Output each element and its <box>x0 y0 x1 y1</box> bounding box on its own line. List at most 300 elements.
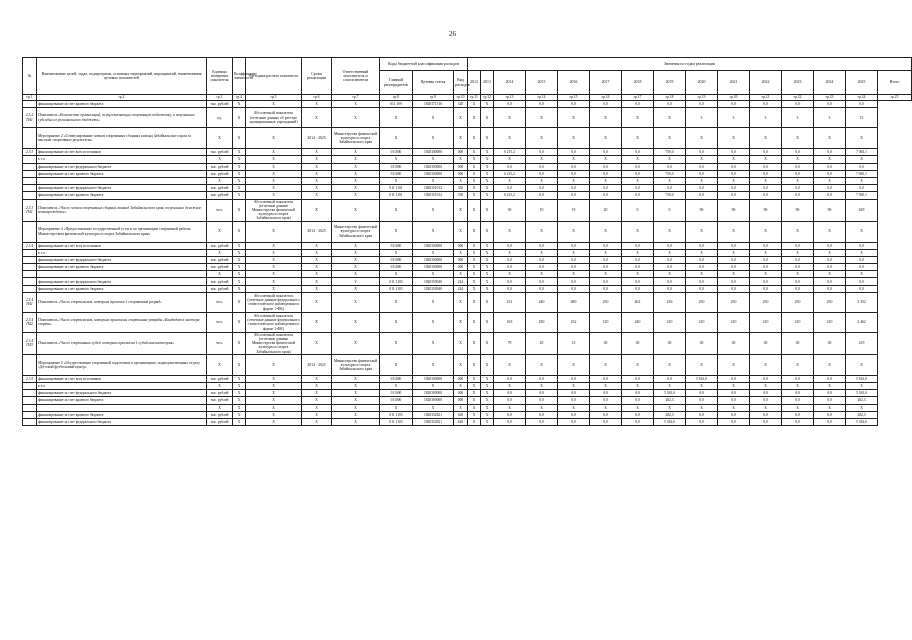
coef-cell: X <box>233 221 246 242</box>
method-cell: X <box>246 249 302 256</box>
value-cell: X <box>718 156 750 163</box>
value-cell: 0,0 <box>590 278 622 285</box>
executor-cell: Y <box>332 278 380 285</box>
chief-cell: 011000 <box>380 163 413 170</box>
financing-row <box>23 390 912 397</box>
value-cell: 0,0 <box>814 192 846 199</box>
chief-cell: X <box>380 354 413 375</box>
value-cell: 0,0 <box>590 264 622 271</box>
value-cell: 240 <box>526 292 558 312</box>
value-cell: 0,0 <box>782 242 814 249</box>
num-cell <box>23 278 37 285</box>
header-name: Наименование целей, задач, подпрограмм, основных мероприятий, мероприятий, наименования целевых показателей <box>37 58 207 95</box>
value-cell: 0,0 <box>558 256 590 263</box>
total-cell: 15 <box>846 108 878 128</box>
total-cell: 7 065,1 <box>846 149 878 156</box>
value-cell: X <box>686 221 718 242</box>
financing-row <box>23 383 912 390</box>
value-cell: 0,0 <box>718 278 750 285</box>
etype-cell: 244 <box>454 285 468 292</box>
article-cell: 1820300000 <box>413 170 454 177</box>
value-cell: 0,0 <box>686 192 718 199</box>
value-cell: 0,0 <box>622 163 654 170</box>
num-cell: 2.3.3 <box>23 149 37 156</box>
value-cell: X <box>622 177 654 184</box>
value-cell: X <box>814 221 846 242</box>
article-cell: 1820351012 <box>413 185 454 192</box>
total-cell: 0,0 <box>846 101 878 108</box>
unit-cell: тыс. рублей <box>207 192 233 199</box>
value-cell: X <box>481 163 494 170</box>
value-cell: 0,0 <box>526 242 558 249</box>
value-cell: X <box>468 192 481 199</box>
name-cell: финансирование за счет федерального бюджета <box>37 256 207 263</box>
value-cell: X <box>686 404 718 411</box>
value-cell: 0,0 <box>590 418 622 425</box>
total-cell: 0,0 <box>846 163 878 170</box>
value-cell: 250 <box>590 292 622 312</box>
value-cell: 0,0 <box>558 278 590 285</box>
value-cell: X <box>622 354 654 375</box>
value-cell: X <box>494 177 526 184</box>
financing-row <box>23 271 912 278</box>
method-cell: X <box>246 177 302 184</box>
value-cell: X <box>494 249 526 256</box>
value-cell: 0,0 <box>494 256 526 263</box>
column-number-cell: гр.6 <box>302 95 332 101</box>
article-cell: X <box>413 383 454 390</box>
chief-cell: X <box>380 332 413 354</box>
total-cell: X <box>846 156 878 163</box>
value-cell: 0,0 <box>718 285 750 292</box>
value-cell: X <box>718 249 750 256</box>
executor-cell: X <box>332 101 380 108</box>
article-cell: X <box>413 221 454 242</box>
total-cell: 2 462 <box>846 312 878 332</box>
value-cell: 0,0 <box>814 149 846 156</box>
value-cell: 79 <box>494 332 526 354</box>
coef-cell: X <box>233 101 246 108</box>
value-cell: 180 <box>526 312 558 332</box>
total-cell: X <box>846 128 878 149</box>
article-cell: X <box>413 292 454 312</box>
article-cell: 1820300000 <box>413 242 454 249</box>
value-cell: 0,0 <box>782 192 814 199</box>
coef-cell: X <box>233 411 246 418</box>
total-cell: 282,3 <box>846 411 878 418</box>
value-cell: X <box>654 156 686 163</box>
coef-cell: X <box>233 332 246 354</box>
financing-row <box>23 264 912 271</box>
num-cell <box>23 101 37 108</box>
header-year: 2013 <box>481 71 494 95</box>
etype-cell: 320 <box>454 101 468 108</box>
value-cell: X <box>468 404 481 411</box>
unit-cell: X <box>207 404 233 411</box>
value-cell: 0,0 <box>622 242 654 249</box>
unit-cell: тыс. рублей <box>207 101 233 108</box>
total-cell: X <box>846 354 878 375</box>
chief-cell: 011 1101 <box>380 185 413 192</box>
num-cell <box>23 411 37 418</box>
method-cell: X <box>246 375 302 382</box>
chief-cell: X <box>380 156 413 163</box>
num-cell: 2.3.3 П41 <box>23 199 37 221</box>
executor-cell: X <box>332 177 380 184</box>
chief-cell: 011 1103 <box>380 418 413 425</box>
value-cell: 0,0 <box>622 285 654 292</box>
value-cell: 0,0 <box>526 192 558 199</box>
value-cell: 0,0 <box>494 375 526 382</box>
value-cell: 0,0 <box>590 411 622 418</box>
value-cell: 5 363,6 <box>654 418 686 425</box>
chief-cell: 011 1103 <box>380 285 413 292</box>
value-cell: X <box>750 128 782 149</box>
value-cell: 0,0 <box>750 242 782 249</box>
coef-cell: X <box>233 128 246 149</box>
value-cell: 6 215,2 <box>494 192 526 199</box>
value-cell: 250 <box>686 292 718 312</box>
value-cell: X <box>481 249 494 256</box>
unit-cell: X <box>207 383 233 390</box>
value-cell: X <box>686 177 718 184</box>
unit-cell: тыс. рублей <box>207 242 233 249</box>
total-cell: 0,0 <box>846 256 878 263</box>
chief-cell: X <box>380 404 413 411</box>
method-cell: X <box>246 163 302 170</box>
column-number-cell: гр.2 <box>37 95 207 101</box>
method-cell: X <box>246 383 302 390</box>
table-body <box>23 95 912 426</box>
article-cell: 1820300000 <box>413 264 454 271</box>
value-cell: X <box>481 192 494 199</box>
method-cell: X <box>246 192 302 199</box>
value-cell: 0,0 <box>558 170 590 177</box>
value-cell: X <box>481 170 494 177</box>
value-cell: 90 <box>814 199 846 221</box>
value-cell: X <box>526 221 558 242</box>
etype-cell: X <box>454 354 468 375</box>
coef-cell: X <box>233 192 246 199</box>
chief-cell: 011000 <box>380 170 413 177</box>
etype-cell: X <box>454 221 468 242</box>
value-cell: X <box>686 383 718 390</box>
value-cell: 0,0 <box>622 264 654 271</box>
value-cell: X <box>468 312 481 332</box>
num-cell <box>23 397 37 404</box>
name-cell: Мероприятие 5 «Осуществление спортивной подготовки в организациях, подведомственных отделу «Детский футбольный центр» <box>37 354 207 375</box>
column-number-cell: гр.11 <box>468 95 481 101</box>
value-cell: X <box>590 383 622 390</box>
coef-cell: X <box>233 397 246 404</box>
value-cell: X <box>558 177 590 184</box>
column-number-cell: гр.12 <box>481 95 494 101</box>
value-cell: 0,0 <box>750 256 782 263</box>
num-cell <box>23 271 37 278</box>
value-cell: X <box>814 128 846 149</box>
value-cell: 0,0 <box>526 149 558 156</box>
method-cell: X <box>246 354 302 375</box>
value-cell: X <box>481 354 494 375</box>
method-cell: X <box>246 256 302 263</box>
value-cell: X <box>622 221 654 242</box>
value-cell: X <box>481 404 494 411</box>
article-cell: X <box>413 404 454 411</box>
period-cell: X <box>302 185 332 192</box>
executor-cell: Министерство физической культуры и спорта Забайкальского края <box>332 354 380 375</box>
unit-cell: тыс. рублей <box>207 256 233 263</box>
chief-cell: X <box>380 177 413 184</box>
method-cell: X <box>246 221 302 242</box>
value-cell: 90 <box>718 199 750 221</box>
num-cell <box>23 192 37 199</box>
value-cell: 0,0 <box>494 285 526 292</box>
num-cell <box>23 264 37 271</box>
financing-row <box>23 285 912 292</box>
value-cell: X <box>468 170 481 177</box>
value-cell: X <box>481 383 494 390</box>
value-cell: 0,0 <box>718 264 750 271</box>
event-row <box>23 128 912 149</box>
value-cell: 0,0 <box>494 185 526 192</box>
value-cell: X <box>526 271 558 278</box>
value-cell: 0,0 <box>590 375 622 382</box>
value-cell: X <box>468 221 481 242</box>
value-cell: X <box>494 354 526 375</box>
total-cell: 5 363,6 <box>846 390 878 397</box>
coef-cell: X <box>233 285 246 292</box>
value-cell: 0,0 <box>526 375 558 382</box>
value-cell: 0,0 <box>558 397 590 404</box>
coef-cell: X <box>233 390 246 397</box>
header-total: Итого <box>878 71 912 95</box>
value-cell: 0,0 <box>686 170 718 177</box>
period-cell: X <box>302 156 332 163</box>
value-cell: X <box>590 271 622 278</box>
value-cell: 0,0 <box>814 418 846 425</box>
value-cell: X <box>526 156 558 163</box>
header-year: 2025 <box>846 71 878 95</box>
unit-cell: X <box>207 354 233 375</box>
value-cell: X <box>494 221 526 242</box>
value-cell: 0,0 <box>622 256 654 263</box>
num-cell: 2.3.4 П41 <box>23 292 37 312</box>
method-cell: X <box>246 185 302 192</box>
total-cell: 7 065,1 <box>846 192 878 199</box>
value-cell: 0,0 <box>814 390 846 397</box>
name-cell <box>37 177 207 184</box>
executor-cell: X <box>332 332 380 354</box>
value-cell: 0,0 <box>782 101 814 108</box>
name-cell: финансирование за счет всех источников <box>37 149 207 156</box>
value-cell: 0,0 <box>686 264 718 271</box>
value-cell: 0,0 <box>558 101 590 108</box>
column-number-cell: гр.25 <box>878 95 912 101</box>
value-cell: 0 <box>654 199 686 221</box>
value-cell: 0,0 <box>590 192 622 199</box>
value-cell: 402 <box>622 292 654 312</box>
name-cell: финансирование за счет федерального бюджета <box>37 390 207 397</box>
value-cell: X <box>526 383 558 390</box>
financing-row <box>23 177 912 184</box>
value-cell: 0,0 <box>622 149 654 156</box>
value-cell: X <box>558 354 590 375</box>
article-cell: 1820300000 <box>413 390 454 397</box>
article-cell: X <box>413 249 454 256</box>
value-cell: X <box>481 199 494 221</box>
value-cell: 250 <box>782 292 814 312</box>
period-cell: X <box>302 390 332 397</box>
value-cell: 0,0 <box>622 185 654 192</box>
value-cell: X <box>558 271 590 278</box>
value-cell: X <box>750 221 782 242</box>
total-cell: 5 643,0 <box>846 375 878 382</box>
method-cell: X <box>246 397 302 404</box>
total-cell: X <box>846 404 878 411</box>
chief-cell: 011 109 <box>380 101 413 108</box>
num-cell <box>23 383 37 390</box>
value-cell: X <box>686 271 718 278</box>
value-cell: 0,0 <box>654 242 686 249</box>
article-cell: X <box>413 108 454 128</box>
value-cell: 0,0 <box>526 256 558 263</box>
name-cell <box>37 271 207 278</box>
value-cell: 0,0 <box>782 397 814 404</box>
value-cell: 0,0 <box>750 264 782 271</box>
value-cell: X <box>558 156 590 163</box>
period-cell: X <box>302 264 332 271</box>
period-cell: X <box>302 149 332 156</box>
num-cell <box>23 256 37 263</box>
method-cell: X <box>246 170 302 177</box>
num-cell <box>23 285 37 292</box>
value-cell: X <box>782 383 814 390</box>
value-cell: 20 <box>590 199 622 221</box>
unit-cell: чел. <box>207 332 233 354</box>
value-cell: 0,0 <box>590 285 622 292</box>
value-cell: X <box>481 242 494 249</box>
financing-row <box>23 404 912 411</box>
value-cell: 232 <box>558 312 590 332</box>
value-cell: 0,0 <box>782 418 814 425</box>
etype-cell: X <box>454 199 468 221</box>
value-cell: 0,0 <box>814 242 846 249</box>
total-cell: 282,3 <box>846 397 878 404</box>
etype-cell: X <box>454 383 468 390</box>
value-cell: 0,0 <box>686 278 718 285</box>
value-cell: 210 <box>718 312 750 332</box>
column-number-cell: гр.22 <box>782 95 814 101</box>
value-cell: X <box>468 271 481 278</box>
executor-cell: Министерство физической культуры и спорта Забайкальского края <box>332 128 380 149</box>
value-cell: 0,0 <box>782 390 814 397</box>
article-cell: X <box>413 312 454 332</box>
period-cell: X <box>302 242 332 249</box>
value-cell: X <box>750 249 782 256</box>
coef-cell: X <box>233 149 246 156</box>
total-cell: X <box>846 221 878 242</box>
period-cell: X <box>302 256 332 263</box>
etype-cell: 620 <box>454 418 468 425</box>
header-expense-type: Вид расходов <box>454 71 468 95</box>
executor-cell: X <box>332 271 380 278</box>
etype-cell: 620 <box>454 411 468 418</box>
chief-cell: 011000 <box>380 375 413 382</box>
value-cell: X <box>718 177 750 184</box>
financing-row <box>23 149 912 156</box>
column-number-cell: гр.10 <box>454 95 468 101</box>
total-cell: X <box>846 177 878 184</box>
unit-cell: тыс. рублей <box>207 185 233 192</box>
coef-cell: X <box>233 163 246 170</box>
coef-cell: X <box>233 383 246 390</box>
value-cell: 30 <box>590 332 622 354</box>
value-cell: X <box>494 128 526 149</box>
financing-row <box>23 397 912 404</box>
executor-cell: X <box>332 170 380 177</box>
period-cell: X <box>302 285 332 292</box>
article-cell: 1820351012 <box>413 192 454 199</box>
etype-cell: X <box>454 292 468 312</box>
header-coef: Коэффициент значимости <box>233 58 246 95</box>
event-row <box>23 354 912 375</box>
value-cell: X <box>718 404 750 411</box>
column-number-cell: гр.13 <box>494 95 526 101</box>
coef-cell: X <box>233 185 246 192</box>
value-cell: 0,0 <box>622 375 654 382</box>
header-year: 2014 <box>494 71 526 95</box>
period-cell: X <box>302 312 332 332</box>
period-cell: X <box>302 418 332 425</box>
value-cell: 250 <box>718 292 750 312</box>
indicator-row <box>23 292 912 312</box>
method-cell: X <box>246 418 302 425</box>
chief-cell: X <box>380 249 413 256</box>
chief-cell: X <box>380 383 413 390</box>
value-cell: 0,0 <box>654 278 686 285</box>
executor-cell: X <box>332 383 380 390</box>
value-cell: 0,0 <box>558 242 590 249</box>
value-cell: 250 <box>750 292 782 312</box>
value-cell: X <box>686 354 718 375</box>
period-cell: X <box>302 192 332 199</box>
header-year: 2022 <box>750 71 782 95</box>
value-cell: 0,0 <box>590 242 622 249</box>
unit-cell: X <box>207 271 233 278</box>
value-cell: 0,0 <box>686 256 718 263</box>
coef-cell: X <box>233 418 246 425</box>
period-cell: 2014 - 2025 <box>302 354 332 375</box>
etype-cell: 000 <box>454 397 468 404</box>
value-cell: 210 <box>814 312 846 332</box>
method-cell: X <box>246 149 302 156</box>
name-cell: финансирование за счет краевого бюджета <box>37 285 207 292</box>
value-cell: X <box>814 354 846 375</box>
name-cell: финансирование за счет краевого бюджета <box>37 192 207 199</box>
chief-cell: 011000 <box>380 264 413 271</box>
value-cell: 0,0 <box>654 163 686 170</box>
value-cell: 0,0 <box>526 101 558 108</box>
period-cell: X <box>302 271 332 278</box>
value-cell: 19 <box>558 199 590 221</box>
name-cell: финансирование за счет краевого бюджета <box>37 411 207 418</box>
column-number-cell: гр.24 <box>846 95 878 101</box>
name-cell: Показатель «Количество организаций, осуществляющих спортивную подготовку, и получивших субсидии из регионального бюджета» <box>37 108 207 128</box>
value-cell: 90 <box>686 199 718 221</box>
num-cell <box>23 418 37 425</box>
coef-cell: X <box>233 256 246 263</box>
value-cell: X <box>590 221 622 242</box>
